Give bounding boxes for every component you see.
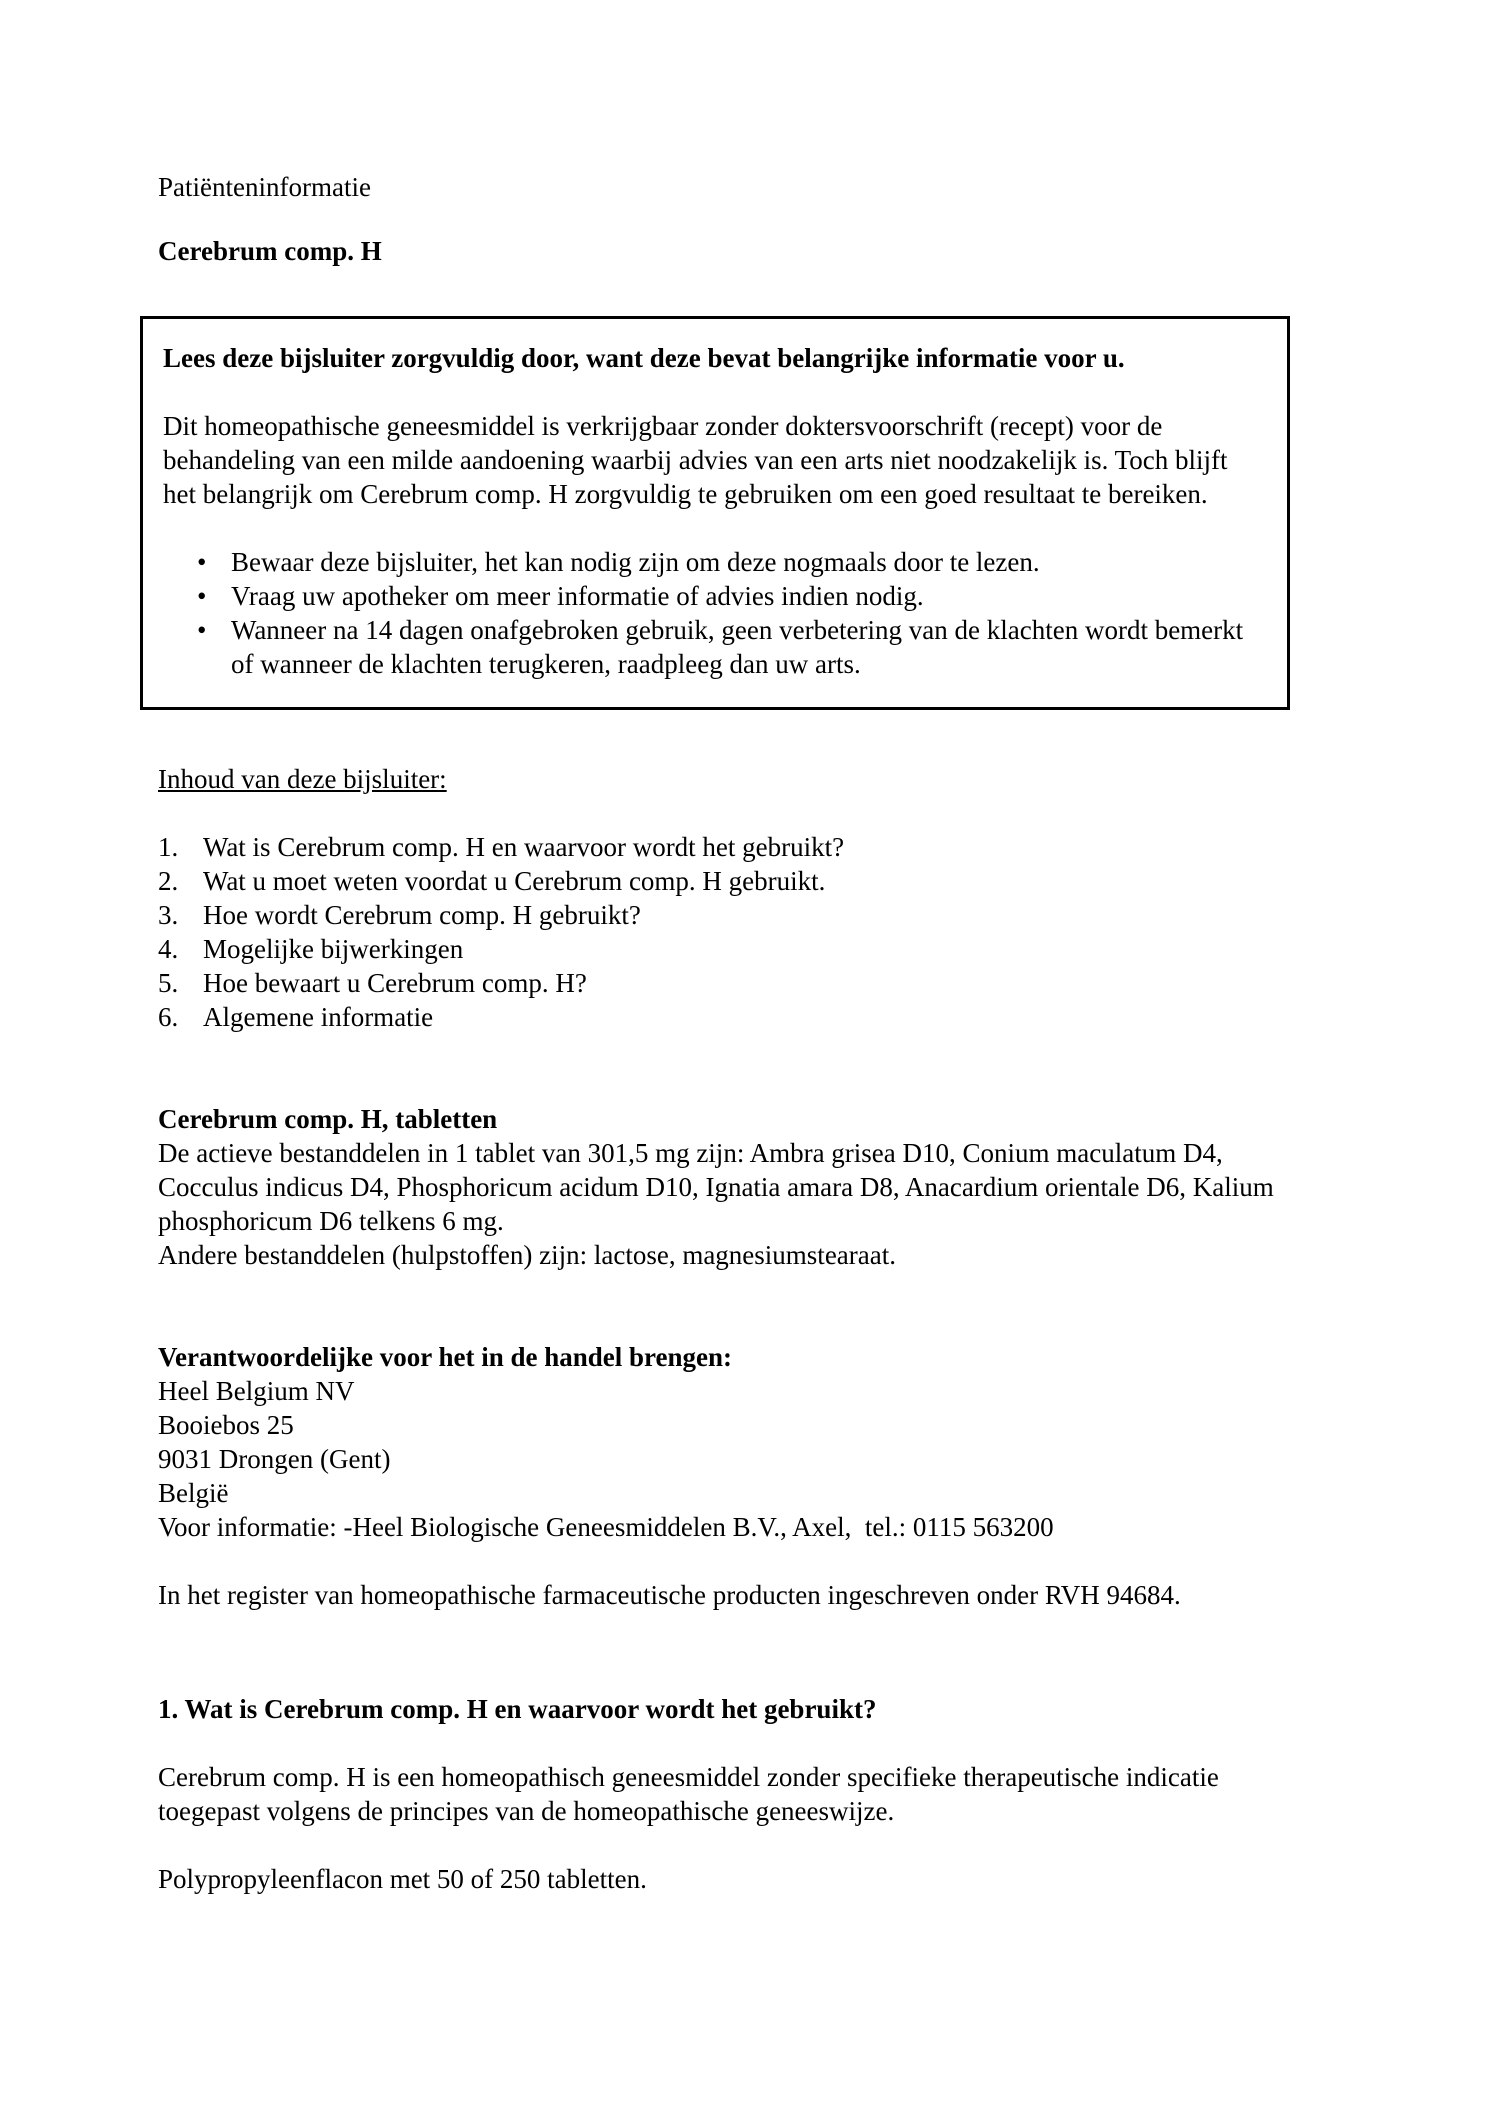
toc-item-number: 1. [158,832,179,862]
toc-item [158,1000,1294,1034]
section1-heading: 1. Wat is Cerebrum comp. H en waarvoor wordt het gebruikt? [158,1694,877,1724]
toc-item [158,864,1294,898]
active-ingredients-text: De actieve bestanddelen in 1 tablet van 301,5 mg zijn: Ambra grisea D10, Conium maculatum D4, Cocculus indicus D4, Phosphoricum acidum D10, Ignatia amara D8, Anacardium orientale D6, Kalium phosphoricum D6 telkens 6 mg. [158,1138,1274,1236]
toc-item-number: 2. [158,866,179,896]
bullet-icon: • [197,547,207,577]
notice-bullet-item [197,613,1259,681]
section1-body: Cerebrum comp. H is een homeopathisch geneesmiddel zonder specifieke therapeutische indicatie toegepast volgens de principes van de homeopathische geneeswijze. [158,1762,1219,1826]
notice-bullet-list [163,545,1259,681]
toc-item-number: 3. [158,900,179,930]
toc-item-label: Hoe wordt Cerebrum comp. H gebruikt? [203,900,641,930]
toc-heading: Inhoud van deze bijsluiter: [158,764,447,794]
toc-item-label: Algemene informatie [203,1002,434,1032]
company-name: Heel Belgium NV [158,1376,355,1406]
toc-item-number: 4. [158,934,179,964]
other-ingredients-text: Andere bestanddelen (hulpstoffen) zijn: lactose, magnesiumstearaat. [158,1240,896,1270]
toc-item-label: Wat is Cerebrum comp. H en waarvoor wordt het gebruikt? [203,832,845,862]
notice-bullet-text: Wanneer na 14 dagen onafgebroken gebruik, geen verbetering van de klachten wordt bemerkt of wanneer de klachten terugkeren, raadpleeg dan uw arts. [231,615,1244,679]
info-contact-line: Voor informatie: -Heel Biologische Geneesmiddelen B.V., Axel, tel.: 0115 563200 [158,1512,1054,1542]
section1-packaging: Polypropyleenflacon met 50 of 250 tabletten. [158,1864,647,1894]
notice-intro-paragraph: Dit homeopathische geneesmiddel is verkrijgbaar zonder doktersvoorschrift (recept) voor de behandeling van een milde aandoening waarbij advies van een arts niet noodzakelijk is. Toch blijft het belangrijk om Cerebrum comp. H zorgvuldig te gebruiken om een goed resultaat te bereiken. [163,411,1228,509]
toc-item [158,966,1294,1000]
toc-item-label: Wat u moet weten voordat u Cerebrum comp. H gebruikt. [203,866,826,896]
toc-list [158,830,1294,1034]
company-country: België [158,1478,229,1508]
product-title: Cerebrum comp. H [158,236,382,266]
notice-bullet-item [197,545,1259,579]
register-note: In het register van homeopathische farmaceutische producten ingeschreven onder RVH 94684. [158,1580,1181,1610]
toc-item [158,932,1294,966]
toc-item-label: Hoe bewaart u Cerebrum comp. H? [203,968,587,998]
toc-item [158,898,1294,932]
toc-item-number: 5. [158,968,179,998]
composition-heading: Cerebrum comp. H, tabletten [158,1104,498,1134]
toc-item-number: 6. [158,1002,179,1032]
notice-heading: Lees deze bijsluiter zorgvuldig door, want deze bevat belangrijke informatie voor u. [163,343,1125,373]
notice-bullet-text: Bewaar deze bijsluiter, het kan nodig zijn om deze nogmaals door te lezen. [231,547,1040,577]
document-kicker: Patiënteninformatie [158,172,371,202]
notice-bullet-text: Vraag uw apotheker om meer informatie of advies indien nodig. [231,581,924,611]
toc-item-label: Mogelijke bijwerkingen [203,934,464,964]
bullet-icon: • [197,615,207,645]
bullet-icon: • [197,581,207,611]
important-notice-box [140,316,1290,710]
company-city: 9031 Drongen (Gent) [158,1444,391,1474]
notice-bullet-item [197,579,1259,613]
marketing-authorisation-heading: Verantwoordelijke voor het in de handel brengen: [158,1342,733,1372]
company-street: Booiebos 25 [158,1410,294,1440]
toc-item [158,830,1294,864]
